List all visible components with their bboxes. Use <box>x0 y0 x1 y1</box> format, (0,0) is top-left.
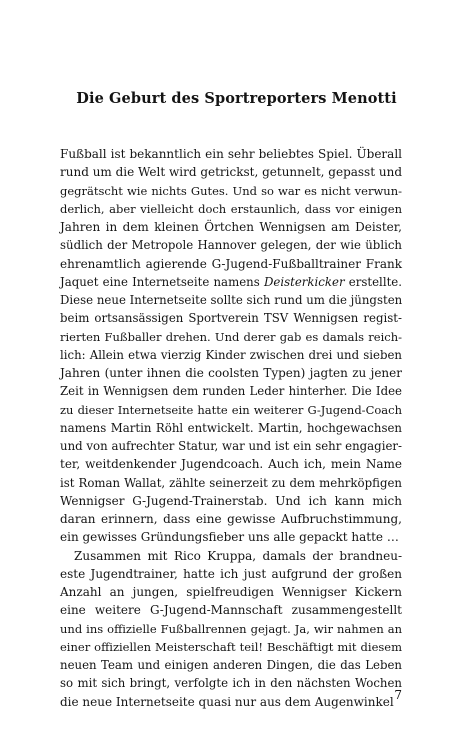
text-line: Jahren (unter ihnen die coolsten Typen) jagten zu jener <box>60 366 402 380</box>
italic-term: Deisterkicker <box>263 274 345 289</box>
text-line: Jahren in dem kleinen Örtchen Wennigsen am Deister, <box>60 220 402 234</box>
text-line: und von aufrechter Statur, war und ist ein sehr engagier- <box>60 439 402 453</box>
text-line: die neue Internetseite quasi nur aus dem Augenwinkel <box>60 694 394 709</box>
text-line: Anzahl an jungen, spielfreudigen Wennigser Kickern <box>60 585 402 599</box>
text-line: neuen Team und einigen anderen Dingen, die das Leben <box>60 658 402 672</box>
text-line: zu dieser Internetseite hatte ein weiterer G-Jugend-Coach <box>60 402 402 417</box>
text-line: derlich, aber vielleicht doch erstaunlich, dass vor einigen <box>60 201 402 216</box>
text-line: beim ortsansässigen Sportverein TSV Wennigsen regist- <box>60 311 402 326</box>
text-line: Fußball ist bekanntlich ein sehr beliebtes Spiel. Überall <box>60 147 402 161</box>
paragraph <box>60 547 402 711</box>
text-line: südlich der Metropole Hannover gelegen, der wie üblich <box>60 238 402 253</box>
text-line: einer offiziellen Meisterschaft teil! Beschäftigt mit diesem <box>60 639 402 654</box>
text-line: rierten Fußballer drehen. Und derer gab es damals reich- <box>60 329 402 344</box>
text-line: Zusammen mit Rico Kruppa, damals der brandneu- <box>74 548 402 563</box>
text-line: gegrätscht wie nichts Gutes. Und so war es nicht verwun- <box>60 183 402 198</box>
text-line: Zeit in Wennigsen dem runden Leder hinterher. Die Idee <box>60 384 402 399</box>
text-line: so mit sich bringt, verfolgte ich in den nächsten Wochen <box>60 676 402 691</box>
text-line: este Jugendtrainer, hatte ich just aufgrund der großen <box>60 566 402 581</box>
text-line: Jaquet eine Internetseite namens Deisterkicker erstellte. <box>60 274 402 289</box>
body-text <box>60 145 402 711</box>
text-line: ist Roman Wallat, zählte seinerzeit zu dem mehrköpfigen <box>60 475 402 490</box>
text-line: namens Martin Röhl entwickelt. Martin, hochgewachsen <box>60 420 402 435</box>
text-line: Wennigser G-Jugend-Trainerstab. Und ich kann mich <box>60 493 402 508</box>
text-line: Diese neue Internetseite sollte sich rund um die jüngsten <box>60 293 403 307</box>
paragraph <box>60 145 402 547</box>
text-line: lich: Allein etwa vierzig Kinder zwischen drei und sieben <box>60 347 402 362</box>
text-line: und ins offizielle Fußballrennen gejagt. Ja, wir nahmen an <box>60 621 402 636</box>
text-line: rund um die Welt wird getrickst, getunnelt, gepasst und <box>60 165 402 180</box>
text-line: daran erinnern, dass eine gewisse Aufbruchstimmung, <box>60 512 402 526</box>
page-number: 7 <box>394 688 402 702</box>
text-line: eine weitere G-Jugend-Mannschaft zusammengestellt <box>60 603 402 618</box>
text-line: ter, weitdenkender Jugendcoach. Auch ich, mein Name <box>60 457 402 472</box>
text-line: ein gewisses Gründungsfieber uns alle gepackt hatte … <box>60 530 399 545</box>
text-line: ehrenamtlich agierende G-Jugend-Fußballtrainer Frank <box>60 256 402 271</box>
chapter-title: Die Geburt des Sportreporters Menotti <box>76 90 397 107</box>
